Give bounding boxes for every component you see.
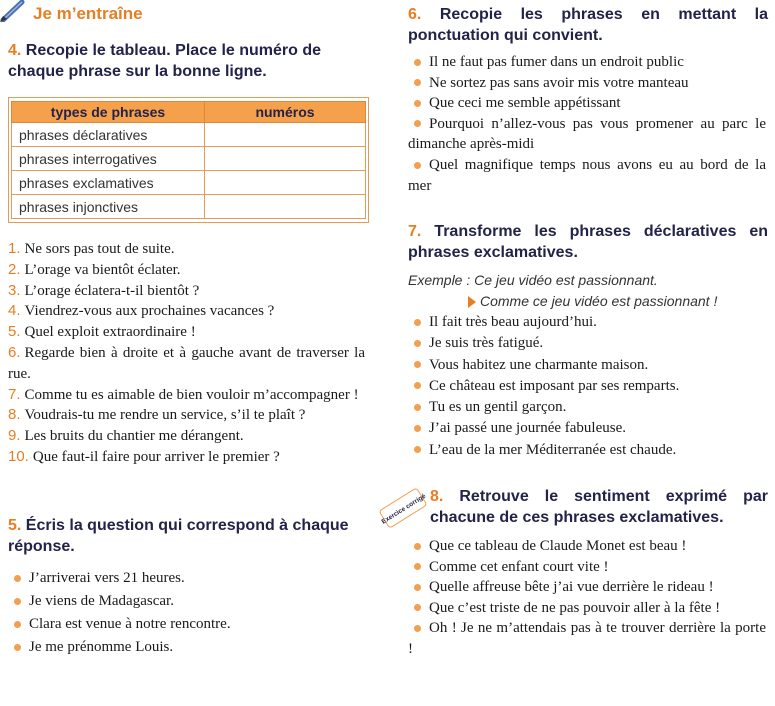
list-item-text: Il fait très beau aujourd’hui. xyxy=(429,314,597,330)
sentence-number: 6. xyxy=(8,343,21,361)
sentence-item xyxy=(8,405,365,426)
sentence-text: Viendrez-vous aux prochaines vacances ? xyxy=(24,303,275,320)
exercise-5-heading xyxy=(8,515,368,557)
list-item-text: Je viens de Madagascar. xyxy=(29,593,174,609)
table-row xyxy=(12,195,366,219)
exercise-8-title: Retrouve le sentiment exprimé par chacune de ces phrases exclamatives. xyxy=(430,488,768,526)
list-item-text: Que ceci me semble appétissant xyxy=(429,95,621,112)
phrase-type-cell: phrases injonctives xyxy=(12,195,205,219)
bullet-icon xyxy=(414,543,421,550)
list-item xyxy=(408,557,766,578)
exercise-6-number: 6. xyxy=(408,6,422,23)
sentence-number: 3. xyxy=(8,281,21,299)
list-item xyxy=(408,114,766,155)
bullet-icon xyxy=(414,382,421,389)
sentence-text: L’orage va bientôt éclater. xyxy=(24,261,181,278)
bullet-icon xyxy=(414,625,421,632)
sentence-text: Ne sors pas tout de suite. xyxy=(24,241,175,257)
bullet-icon xyxy=(414,59,421,66)
bullet-icon xyxy=(14,575,21,582)
list-item-text: Clara est venue à notre rencontre. xyxy=(29,616,231,632)
list-item xyxy=(408,440,766,461)
list-item-text: Que ce tableau de Claude Monet est beau ! xyxy=(429,538,687,554)
list-item xyxy=(408,93,766,114)
list-item-text: Ce château est imposant par ses remparts. xyxy=(429,377,680,394)
sentence-number: 4. xyxy=(8,302,21,320)
sentence-number: 10. xyxy=(8,447,29,465)
badge-label: Exercice corrigé xyxy=(380,492,428,526)
bullet-icon xyxy=(14,621,21,628)
exercise-5-answers xyxy=(8,567,358,659)
exercise-4-title: Recopie le tableau. Place le numéro de chaque phrase sur la bonne ligne. xyxy=(8,42,322,80)
list-item-text: Vous habitez une charmante maison. xyxy=(429,356,649,373)
list-item-text: L’eau de la mer Méditerranée est chaude. xyxy=(429,441,677,458)
exercise-7-number: 7. xyxy=(408,223,422,240)
exercise-7-example xyxy=(408,270,768,312)
number-answer-cell[interactable] xyxy=(205,123,366,147)
sentence-text: Regarde bien à droite et à gauche avant de traverser la rue. xyxy=(8,344,365,382)
list-item xyxy=(408,418,766,439)
list-item xyxy=(408,536,766,557)
exercise-7-title: Transforme les phrases déclaratives en phrases exclamatives. xyxy=(408,223,768,261)
table-header-types: types de phrases xyxy=(12,102,205,123)
exercise-4-heading xyxy=(8,40,368,82)
list-item xyxy=(8,567,358,590)
bullet-icon xyxy=(414,120,421,127)
sentence-item xyxy=(8,301,365,322)
list-item xyxy=(408,355,766,376)
exercise-5-number: 5. xyxy=(8,517,22,534)
table-row xyxy=(12,123,366,147)
list-item-text: Je me prénomme Louis. xyxy=(29,639,174,655)
list-item-text: Comme cet enfant court vite ! xyxy=(429,558,609,575)
sentence-number: 9. xyxy=(8,427,21,445)
sentence-item xyxy=(8,260,365,281)
bullet-icon xyxy=(414,79,421,86)
example-sentence: Ce jeu vidéo est passionnant. xyxy=(474,272,658,288)
sentence-number: 5. xyxy=(8,323,21,341)
table-row xyxy=(12,171,366,195)
sentence-item xyxy=(8,281,365,302)
list-item xyxy=(408,73,766,94)
exercise-7-heading xyxy=(408,221,768,263)
pencil-icon xyxy=(0,0,26,22)
table-row xyxy=(12,147,366,171)
sentence-text: Que faut-il faire pour arriver le premier ? xyxy=(32,448,280,465)
phrase-types-table xyxy=(11,101,366,219)
phrase-type-cell: phrases interrogatives xyxy=(12,147,205,171)
list-item-text: J’arriverai vers 21 heures. xyxy=(29,570,185,586)
sentence-number: 8. xyxy=(8,406,21,424)
sentence-item xyxy=(8,385,365,406)
sentence-text: Les bruits du chantier me dérangent. xyxy=(24,428,244,445)
bullet-icon xyxy=(414,340,421,347)
list-item xyxy=(408,155,766,196)
exercise-8-heading xyxy=(430,486,768,528)
sentence-number: 7. xyxy=(8,385,21,403)
list-item xyxy=(408,618,766,659)
exercise-6-heading xyxy=(408,4,768,46)
list-item xyxy=(408,577,766,598)
list-item-text: Ne sortez pas sans avoir mis votre manteau xyxy=(429,74,689,91)
list-item xyxy=(408,312,766,333)
phrase-type-cell: phrases exclamatives xyxy=(12,171,205,195)
sentence-item xyxy=(8,343,365,385)
phrase-type-cell: phrases déclaratives xyxy=(12,123,205,147)
list-item-text: Tu es un gentil garçon. xyxy=(429,399,567,416)
section-title: Je m’entraîne xyxy=(33,4,143,23)
list-item xyxy=(8,590,358,613)
sentence-text: L’orage éclatera-t-il bientôt ? xyxy=(24,282,200,299)
list-item xyxy=(408,397,766,418)
exercise-6-title: Recopie les phrases en mettant la ponctuation qui convient. xyxy=(408,6,768,44)
list-item-text: Que c’est triste de ne pas pouvoir aller à la fête ! xyxy=(429,599,721,616)
bullet-icon xyxy=(414,404,421,411)
list-item xyxy=(8,636,358,659)
list-item-text: Quel magnifique temps nous avons eu au bord de la mer xyxy=(408,156,766,194)
exercise-7-sentences xyxy=(408,312,766,461)
list-item-text: Pourquoi n’allez-vous pas vous promener au parc le dimanche après-midi xyxy=(408,115,766,153)
bullet-icon xyxy=(414,584,421,591)
list-item xyxy=(408,598,766,619)
corrected-exercise-badge xyxy=(377,482,429,534)
exercise-4-number: 4. xyxy=(8,42,22,59)
bullet-icon xyxy=(414,361,421,368)
bullet-icon xyxy=(414,162,421,169)
bullet-icon xyxy=(14,644,21,651)
sentence-text: Comme tu es aimable de bien vouloir m’accompagner ! xyxy=(24,386,359,403)
exercise-8-sentences xyxy=(408,536,766,660)
sentence-item xyxy=(8,426,365,447)
exercise-4-table-frame xyxy=(8,97,369,228)
sentence-number: 1. xyxy=(8,240,21,257)
number-answer-cell[interactable] xyxy=(205,147,366,171)
list-item xyxy=(8,613,358,636)
table-header-numbers: numéros xyxy=(205,102,366,123)
exercise-4-sentences xyxy=(8,239,365,468)
bullet-icon xyxy=(414,446,421,453)
example-answer: Comme ce jeu vidéo est passionnant ! xyxy=(480,293,718,309)
bullet-icon xyxy=(414,563,421,570)
list-item xyxy=(408,333,766,354)
list-item-text: J’ai passé une journée fabuleuse. xyxy=(429,420,627,437)
list-item-text: Oh ! Je ne m’attendais pas à te trouver derrière la porte ! xyxy=(408,620,766,657)
bullet-icon xyxy=(414,604,421,611)
bullet-icon xyxy=(14,598,21,605)
list-item-text: Je suis très fatigué. xyxy=(429,335,544,352)
sentence-item xyxy=(8,322,365,343)
number-answer-cell[interactable] xyxy=(205,195,366,219)
exercise-8-number: 8. xyxy=(430,488,444,505)
bullet-icon xyxy=(414,100,421,107)
exercise-6-sentences xyxy=(408,52,766,196)
sentence-text: Voudrais-tu me rendre un service, s’il te plaît ? xyxy=(24,407,306,424)
arrow-right-icon xyxy=(468,296,476,308)
bullet-icon xyxy=(414,319,421,326)
sentence-item xyxy=(8,447,365,468)
sentence-item xyxy=(8,239,365,260)
list-item-text: Quelle affreuse bête j’ai vue derrière le rideau ! xyxy=(429,579,714,596)
number-answer-cell[interactable] xyxy=(205,171,366,195)
list-item xyxy=(408,376,766,397)
sentence-number: 2. xyxy=(8,260,21,278)
bullet-icon xyxy=(414,425,421,432)
list-item-text: Il ne faut pas fumer dans un endroit public xyxy=(429,54,684,70)
example-label: Exemple : xyxy=(408,272,471,288)
sentence-text: Quel exploit extraordinaire ! xyxy=(24,324,196,341)
exercise-5-title: Écris la question qui correspond à chaque réponse. xyxy=(8,517,349,555)
list-item xyxy=(408,52,766,73)
